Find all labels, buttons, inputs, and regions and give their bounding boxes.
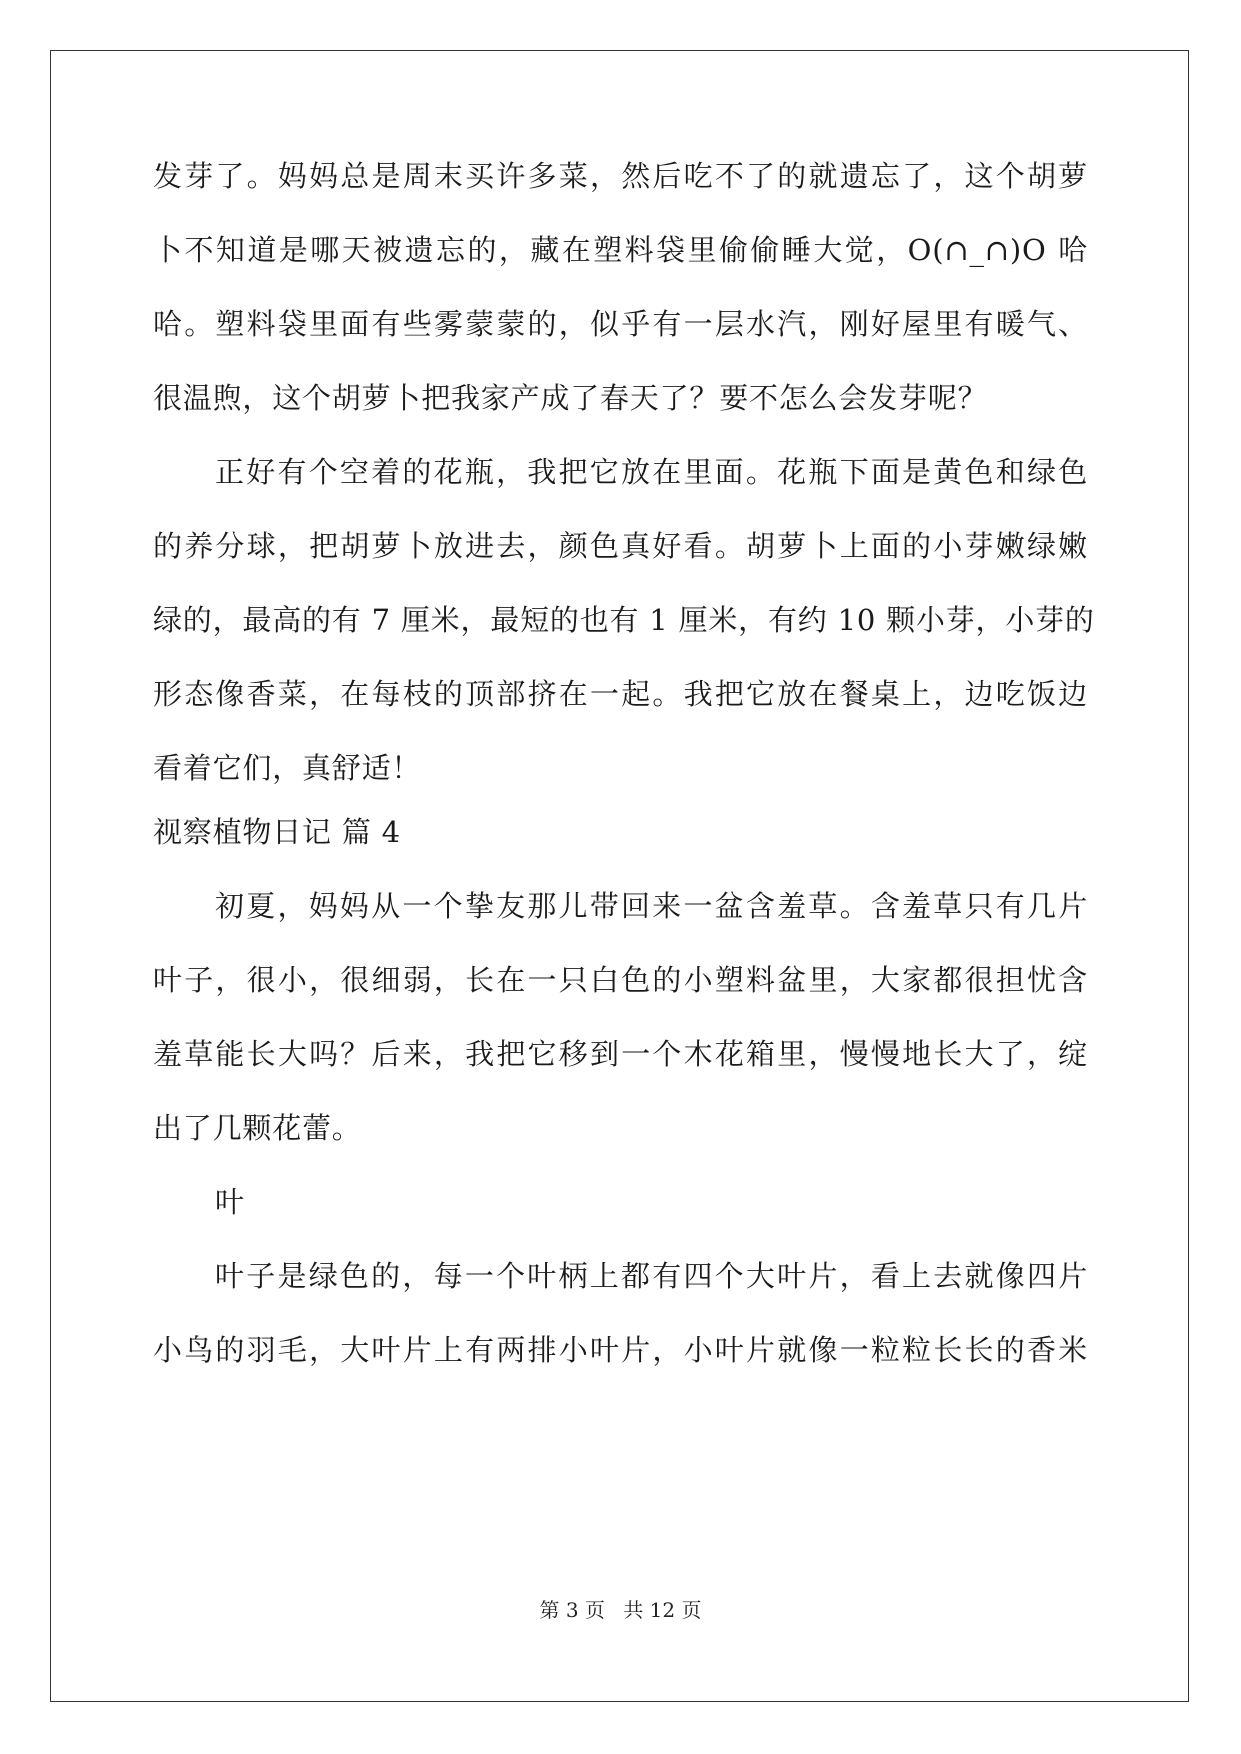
page-number: 第 3 页 bbox=[539, 1598, 605, 1622]
text-line: 很温煦，这个胡萝卜把我家产成了春天了？要不怎么会发芽呢？ bbox=[153, 381, 988, 415]
text-line: 叶子，很小，很细弱，长在一只白色的小塑料盆里，大家都很担忧含 bbox=[153, 963, 1088, 997]
page-total: 共 12 页 bbox=[623, 1598, 702, 1622]
text-line: 正好有个空着的花瓶，我把它放在里面。花瓶下面是黄色和绿色 bbox=[215, 455, 1088, 489]
page-footer bbox=[0, 1596, 1241, 1624]
text-line: 出了几颗花蕾。 bbox=[153, 1111, 362, 1145]
text-line: 小鸟的羽毛，大叶片上有两排小叶片，小叶片就像一粒粒长长的香米 bbox=[153, 1333, 1088, 1367]
text-line: 哈。塑料袋里面有些雾蒙蒙的，似乎有一层水汽，刚好屋里有暖气、 bbox=[153, 307, 1088, 341]
text-line: 叶子是绿色的，每一个叶柄上都有四个大叶片，看上去就像四片 bbox=[215, 1259, 1088, 1293]
text-line: 发芽了。妈妈总是周末买许多菜，然后吃不了的就遗忘了，这个胡萝 bbox=[153, 159, 1088, 193]
section-heading: 视察植物日记 篇 4 bbox=[153, 815, 401, 849]
text-line: 的养分球，把胡萝卜放进去，颜色真好看。胡萝卜上面的小芽嫩绿嫩 bbox=[153, 529, 1088, 563]
text-line: 形态像香菜，在每枝的顶部挤在一起。我把它放在餐桌上，边吃饭边 bbox=[153, 677, 1088, 711]
text-line: 绿的，最高的有 7 厘米，最短的也有 1 厘米，有约 10 颗小芽，小芽的 bbox=[153, 603, 1095, 637]
subheading: 叶 bbox=[215, 1185, 245, 1219]
text-line: 卜不知道是哪天被遗忘的，藏在塑料袋里偷偷睡大觉，O(∩_∩)O 哈 bbox=[153, 233, 1088, 267]
page-border bbox=[50, 50, 1189, 1702]
text-line: 看着它们，真舒适！ bbox=[153, 751, 422, 785]
text-line: 初夏，妈妈从一个挚友那儿带回来一盆含羞草。含羞草只有几片 bbox=[215, 889, 1088, 923]
text-line: 羞草能长大吗？后来，我把它移到一个木花箱里，慢慢地长大了，绽 bbox=[153, 1037, 1088, 1071]
